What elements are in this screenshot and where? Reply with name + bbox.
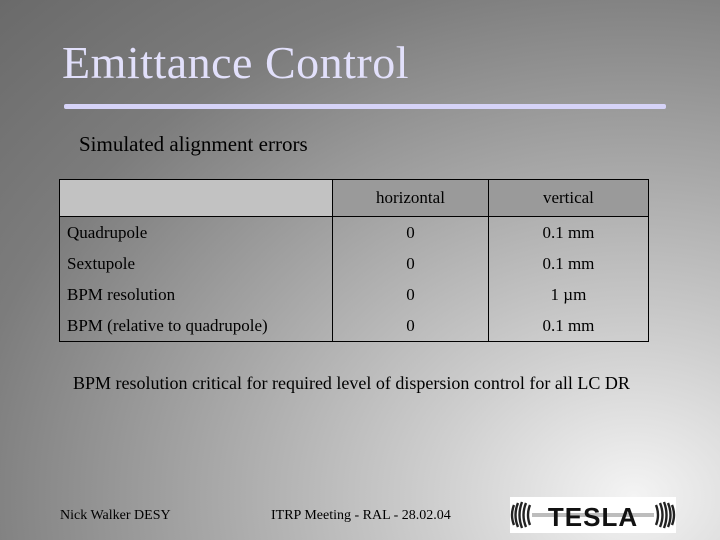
row-vertical-value: 0.1 mm [488,248,648,279]
table-row [60,310,649,342]
row-label: Quadrupole [60,217,333,249]
row-label: BPM (relative to quadrupole) [60,310,333,342]
tesla-logo [510,497,676,533]
alignment-errors-table [59,179,649,342]
row-horizontal-value: 0 [333,279,489,310]
row-horizontal-value: 0 [333,248,489,279]
row-vertical-value: 0.1 mm [488,217,648,249]
footer-author: Nick Walker DESY [60,508,171,523]
logo-text: TESLA [547,502,639,532]
row-label: BPM resolution [60,279,333,310]
table-header-vertical: vertical [488,180,648,217]
tesla-logo-graphic [510,497,676,533]
table-header-horizontal: horizontal [333,180,489,217]
table-row [60,279,649,310]
slide-subtitle: Simulated alignment errors [79,132,308,156]
bpm-resolution-note: BPM resolution critical for required level of dispersion control for all LC DR [73,373,630,393]
row-horizontal-value: 0 [333,217,489,249]
title-underline [64,104,666,109]
row-label: Sextupole [60,248,333,279]
row-horizontal-value: 0 [333,310,489,342]
table-header-blank [60,180,333,217]
table-row [60,248,649,279]
row-vertical-value: 1 µm [488,279,648,310]
table-row [60,217,649,249]
slide-title: Emittance Control [62,37,410,88]
footer-meeting: ITRP Meeting - RAL - 28.02.04 [271,508,451,523]
table-header-row [60,180,649,217]
row-vertical-value: 0.1 mm [488,310,648,342]
